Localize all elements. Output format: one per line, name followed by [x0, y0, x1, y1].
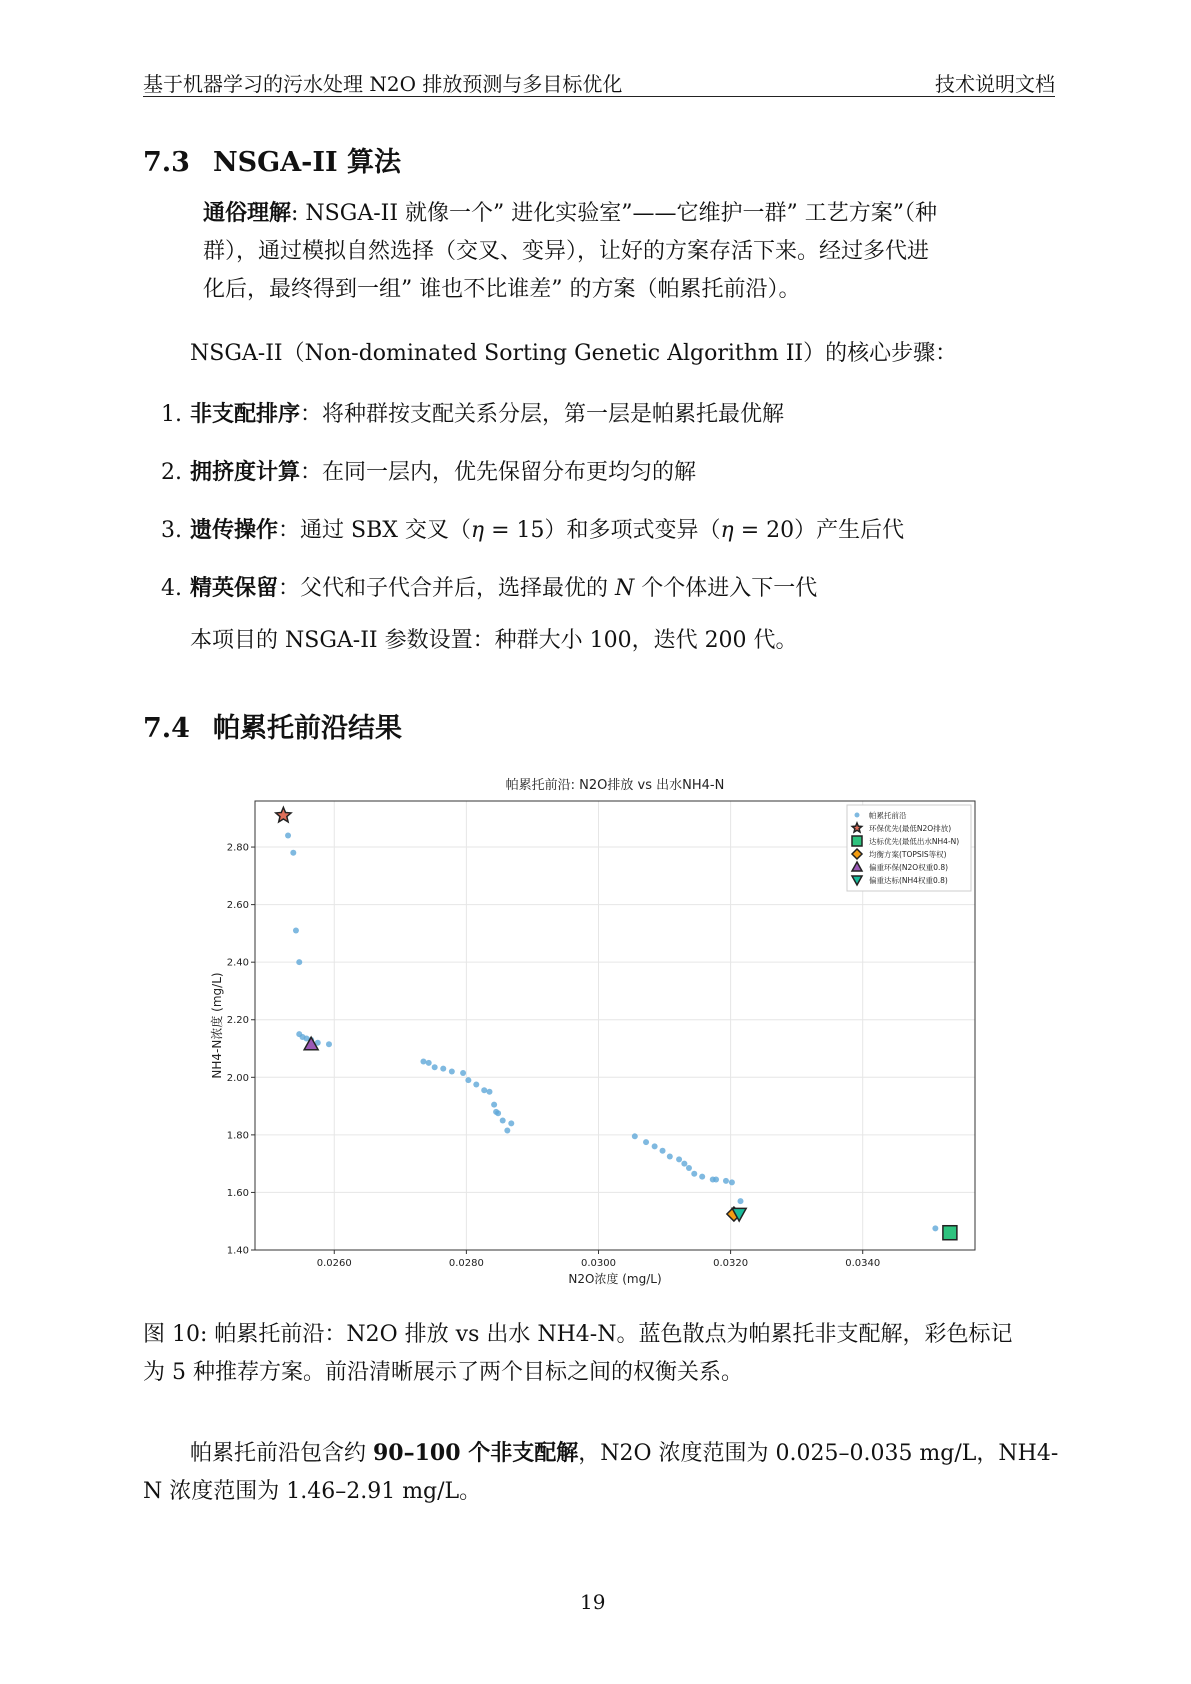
summary-line-2: N 浓度范围为 1.46–2.91 mg/L。	[143, 1479, 482, 1504]
running-header	[143, 66, 1055, 97]
pareto-point	[686, 1165, 692, 1171]
pareto-point	[460, 1070, 466, 1076]
pareto-point	[652, 1143, 658, 1149]
pareto-point	[426, 1060, 432, 1066]
pareto-point	[667, 1153, 673, 1159]
pareto-point	[500, 1117, 506, 1123]
pareto-point	[473, 1082, 479, 1088]
section-title: NSGA-II 算法	[213, 147, 402, 178]
pareto-point	[632, 1133, 638, 1139]
list-item: 4. 精英保留：父代和子代合并后，选择最优的 N 个个体进入下一代	[161, 575, 818, 601]
y-tick-label: 2.40	[226, 957, 249, 969]
recommended-point	[943, 1226, 957, 1240]
pareto-point	[691, 1171, 697, 1177]
list-item: 3. 遗传操作：通过 SBX 交叉（η = 15）和多项式变异（η = 20）产生后代	[161, 517, 905, 543]
legend-label: 环保优先(最低N2O排放)	[869, 824, 952, 833]
section-number: 7.4	[143, 713, 190, 744]
plain-line-3: 化后，最终得到一组” 谁也不比谁差” 的方案（帕累托前沿）。	[203, 277, 801, 302]
pareto-point	[504, 1128, 510, 1134]
y-tick-label: 1.60	[226, 1187, 249, 1199]
header-title: 基于机器学习的污水处理 N2O 排放预测与多目标优化	[143, 72, 623, 96]
header-doc-type: 技术说明文档	[935, 72, 1055, 96]
section-number: 7.3	[143, 147, 190, 178]
plain-label: 通俗理解	[203, 200, 292, 226]
pareto-point	[293, 928, 299, 934]
plain-line-2: 群），通过模拟自然选择（交叉、变异），让好的方案存活下来。经过多代进	[203, 239, 930, 264]
pareto-point	[465, 1077, 471, 1083]
section-heading-7-4	[143, 706, 402, 745]
summary-emphasis: 90–100 个非支配解	[373, 1440, 579, 1466]
x-tick-label: 0.0280	[448, 1258, 484, 1269]
legend-label: 帕累托前沿	[869, 811, 907, 820]
y-tick-label: 1.40	[226, 1245, 249, 1257]
pareto-point	[486, 1089, 492, 1095]
plain-line-1: : NSGA-II 就像一个” 进化实验室”——它维护一群” 工艺方案”（种	[291, 201, 937, 226]
legend-label: 偏重环保(N2O权重0.8)	[869, 863, 949, 872]
pareto-point	[285, 833, 291, 839]
pareto-point	[676, 1156, 682, 1162]
pareto-point	[296, 959, 302, 965]
legend-label: 达标优先(最低出水NH4-N)	[869, 837, 960, 846]
n-symbol: N	[615, 576, 635, 601]
legend-marker	[855, 813, 860, 818]
legend-marker	[852, 836, 862, 846]
pareto-point	[643, 1139, 649, 1145]
pareto-point	[290, 850, 296, 856]
pareto-point	[420, 1058, 426, 1064]
x-tick-label: 0.0300	[580, 1258, 616, 1269]
step-label: 精英保留	[190, 575, 279, 601]
y-tick-label: 2.00	[226, 1072, 249, 1084]
x-tick-label: 0.0320	[713, 1258, 749, 1269]
pareto-point	[449, 1069, 455, 1075]
pareto-point	[729, 1179, 735, 1185]
section-heading-7-3	[143, 140, 401, 179]
pareto-point	[681, 1161, 687, 1167]
list-item: 2. 拥挤度计算：在同一层内，优先保留分布更均匀的解	[161, 459, 697, 485]
pareto-point	[440, 1066, 446, 1072]
section-title: 帕累托前沿结果	[213, 713, 402, 744]
step-label: 拥挤度计算	[190, 459, 301, 485]
pareto-point	[713, 1176, 719, 1182]
recommended-point	[276, 807, 291, 821]
eta-symbol: η	[720, 518, 734, 543]
chart-title: 帕累托前沿: N2O排放 vs 出水NH4-N	[505, 778, 725, 793]
summary-paragraph: 帕累托前沿包含约 90–100 个非支配解，N2O 浓度范围为 0.025–0.035 mg/L，NH4- N 浓度范围为 1.46–2.91 mg/L。	[143, 1434, 1063, 1511]
pareto-point	[326, 1041, 332, 1047]
step-label: 非支配排序	[190, 401, 301, 427]
y-tick-label: 2.80	[226, 842, 249, 854]
caption-line-1: 图 10: 帕累托前沿：N2O 排放 vs 出水 NH4-N。蓝色散点为帕累托非支配解，彩色标记	[143, 1322, 1013, 1347]
caption-line-2: 为 5 种推荐方案。前沿清晰展示了两个目标之间的权衡关系。	[143, 1360, 743, 1385]
list-item: 1. 非支配排序：将种群按支配关系分层，第一层是帕累托最优解	[161, 401, 785, 427]
y-tick-label: 2.60	[226, 900, 249, 912]
eta-symbol: η	[470, 518, 485, 543]
plain-explanation	[203, 194, 1003, 309]
y-tick-label: 2.20	[226, 1015, 249, 1027]
pareto-point	[738, 1198, 744, 1204]
pareto-point	[723, 1178, 729, 1184]
pareto-point	[508, 1120, 514, 1126]
step-label: 遗传操作	[190, 517, 279, 543]
legend-label: 偏重达标(NH4权重0.8)	[869, 876, 948, 885]
y-axis-label: NH4-N浓度 (mg/L)	[210, 972, 224, 1079]
nsga-intro: NSGA-II（Non-dominated Sorting Genetic Algorithm II）的核心步骤：	[190, 341, 958, 366]
y-tick-label: 1.80	[226, 1130, 249, 1142]
figure-caption	[143, 1316, 1063, 1392]
pareto-point	[660, 1148, 666, 1154]
pareto-point	[699, 1174, 705, 1180]
legend-label: 均衡方案(TOPSIS等权)	[869, 850, 947, 859]
page-number: 19	[580, 1590, 606, 1614]
pareto-point	[491, 1102, 497, 1108]
pareto-front-chart	[205, 775, 995, 1295]
x-tick-label: 0.0260	[316, 1258, 352, 1269]
pareto-point	[481, 1087, 487, 1093]
pareto-point	[932, 1225, 938, 1231]
pareto-point	[495, 1110, 501, 1116]
x-tick-label: 0.0340	[845, 1258, 881, 1269]
pareto-point	[432, 1064, 438, 1070]
x-axis-label: N2O浓度 (mg/L)	[568, 1272, 662, 1286]
params-text: 本项目的 NSGA-II 参数设置：种群大小 100，迭代 200 代。	[190, 628, 798, 653]
